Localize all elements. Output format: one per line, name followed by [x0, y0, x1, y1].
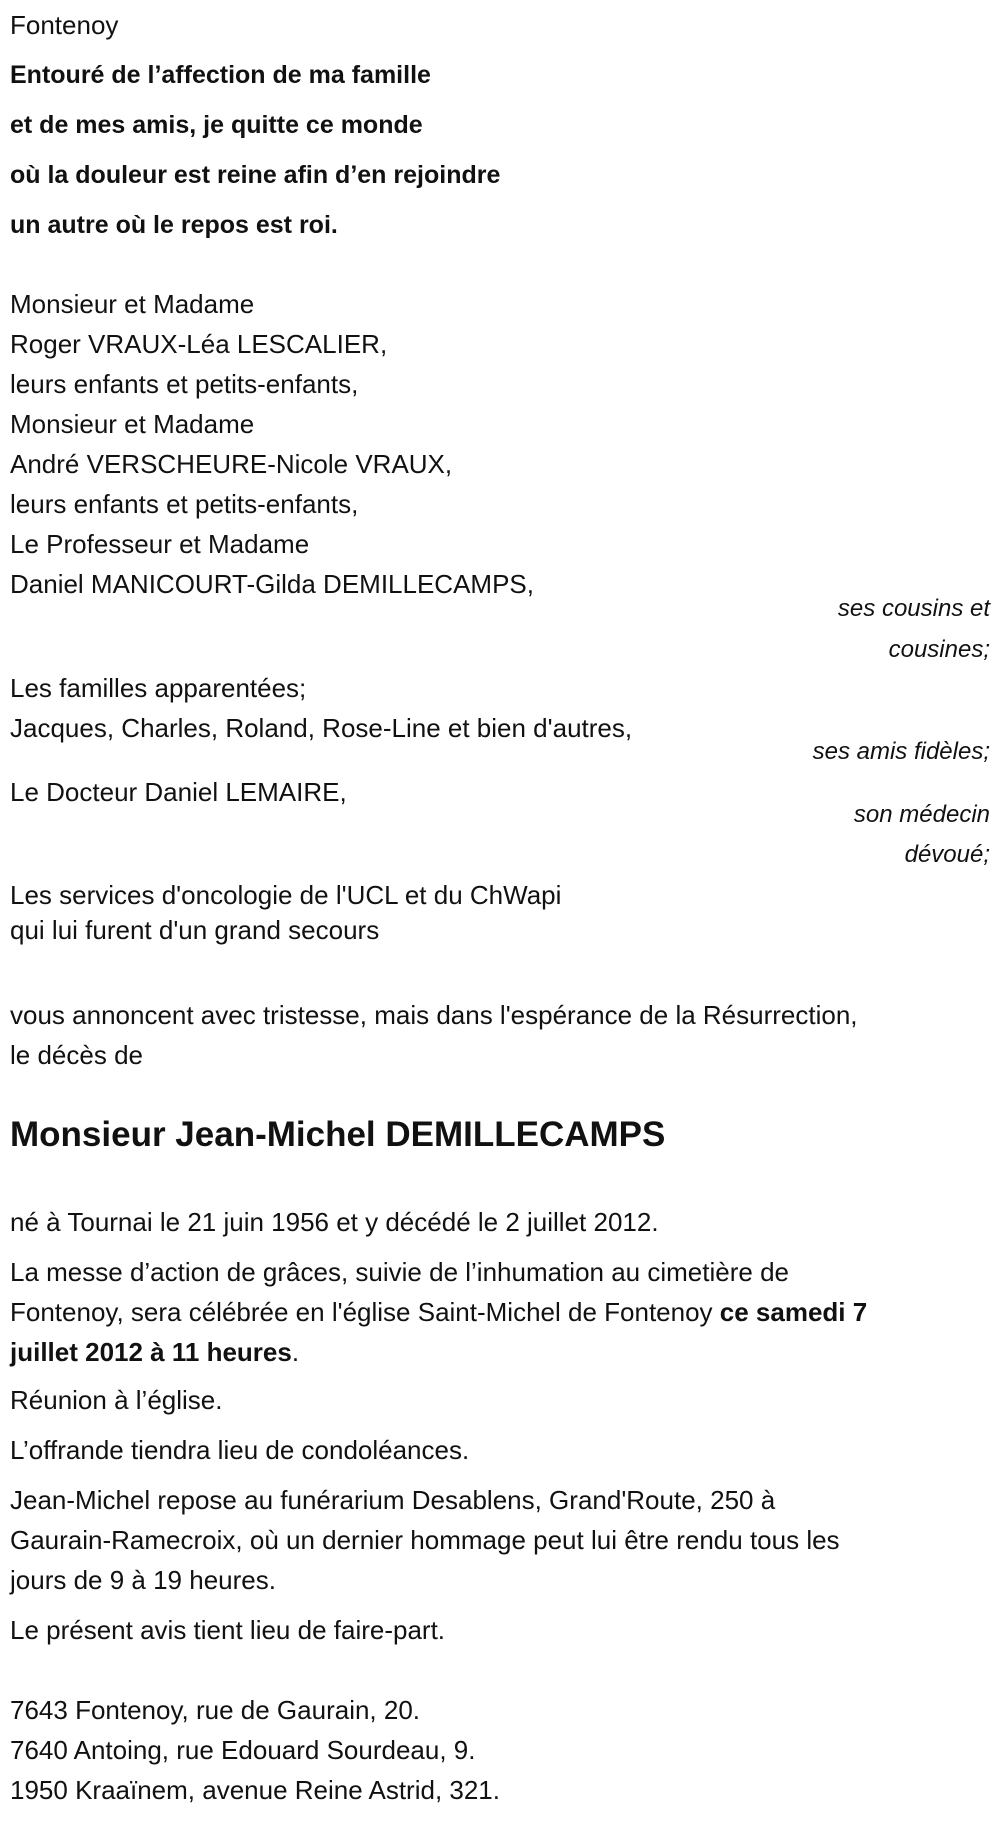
funerarium-line: jours de 9 à 19 heures.: [10, 1565, 276, 1595]
mass-date: juillet 2012 à 11 heures: [10, 1337, 292, 1367]
services-line: qui lui furent d'un grand secours: [10, 915, 380, 945]
mass-text: .: [291, 1337, 300, 1367]
mass-text: Fontenoy, sera célébrée en l'église Saint-Michel de Fontenoy: [10, 1297, 720, 1327]
mass-date: ce samedi 7: [719, 1297, 868, 1327]
birth-death-line: né à Tournai le 21 juin 1956 et y décédé le 2 juillet 2012.: [10, 1207, 659, 1237]
closing-line: Le présent avis tient lieu de faire-part.: [10, 1615, 446, 1645]
deceased-name: Monsieur Jean-Michel DEMILLECAMPS: [10, 1115, 666, 1154]
address-line: 1950 Kraaïnem, avenue Reine Astrid, 321.: [10, 1775, 500, 1805]
family-line: leurs enfants et petits-enfants,: [10, 489, 359, 519]
relation-label: ses cousins et: [837, 595, 990, 622]
relatives-line: Les familles apparentées;: [10, 673, 307, 703]
address-line: 7640 Antoing, rue Edouard Sourdeau, 9.: [10, 1735, 476, 1765]
epigraph-line: un autre où le repos est roi.: [10, 211, 338, 239]
family-line: Monsieur et Madame: [10, 409, 255, 439]
epigraph-line: où la douleur est reine afin d’en rejoindre: [10, 161, 501, 189]
family-line: Daniel MANICOURT-Gilda DEMILLECAMPS,: [10, 569, 534, 599]
meeting-line: Réunion à l’église.: [10, 1385, 223, 1415]
epigraph-line: et de mes amis, je quitte ce monde: [10, 111, 423, 139]
funerarium-line: Jean-Michel repose au funérarium Desablens, Grand'Route, 250 à: [10, 1485, 776, 1515]
place-heading: Fontenoy: [10, 10, 119, 40]
offering-line: L’offrande tiendra lieu de condoléances.: [10, 1435, 470, 1465]
announcement-line: vous annoncent avec tristesse, mais dans l'espérance de la Résurrection,: [10, 1000, 858, 1030]
epigraph-line: Entouré de l’affection de ma famille: [10, 61, 431, 89]
relation-label: dévoué;: [904, 841, 990, 868]
relation-label: son médecin: [853, 801, 990, 828]
family-line: André VERSCHEURE-Nicole VRAUX,: [10, 449, 453, 479]
mass-line: La messe d’action de grâces, suivie de l’inhumation au cimetière de: [10, 1257, 789, 1287]
funerarium-line: Gaurain-Ramecroix, où un dernier hommage peut lui être rendu tous les: [10, 1525, 840, 1555]
family-line: Roger VRAUX-Léa LESCALIER,: [10, 329, 388, 359]
services-line: Les services d'oncologie de l'UCL et du ChWapi: [10, 880, 562, 910]
announcement-line: le décès de: [10, 1040, 143, 1070]
family-line: leurs enfants et petits-enfants,: [10, 369, 359, 399]
doctor-line: Le Docteur Daniel LEMAIRE,: [10, 777, 347, 807]
relation-label: ses amis fidèles;: [812, 738, 990, 765]
mass-line: [10, 1292, 867, 1332]
address-line: 7643 Fontenoy, rue de Gaurain, 20.: [10, 1695, 421, 1725]
relation-label: cousines;: [888, 636, 990, 663]
mass-line: [10, 1332, 299, 1372]
family-line: Monsieur et Madame: [10, 289, 255, 319]
friends-line: Jacques, Charles, Roland, Rose-Line et bien d'autres,: [10, 713, 633, 743]
family-line: Le Professeur et Madame: [10, 529, 310, 559]
